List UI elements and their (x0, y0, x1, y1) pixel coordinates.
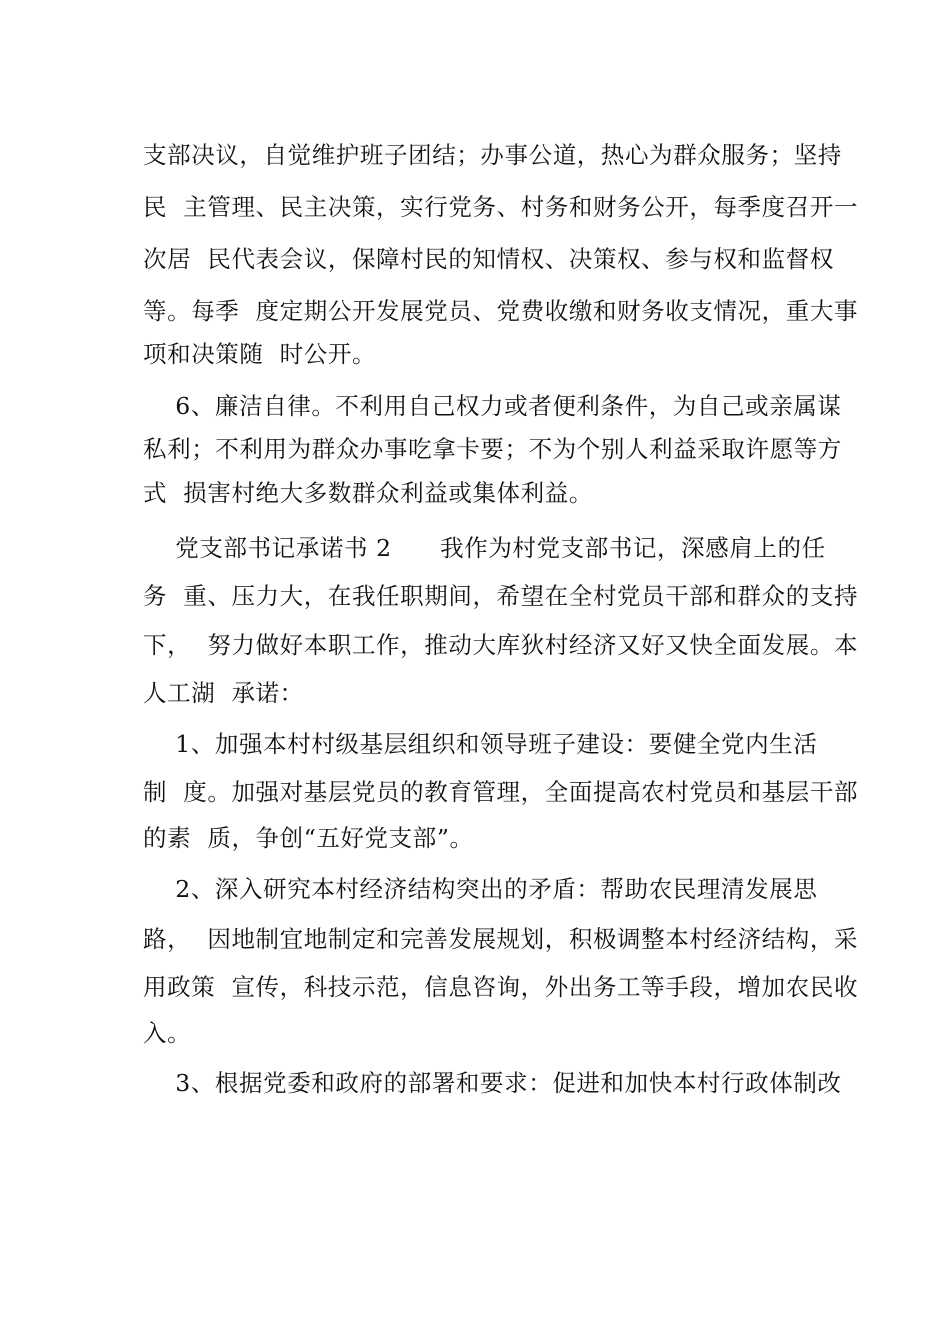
text-line: 次居 民代表会议，保障村民的知情权、决策权、参与权和监督权 (143, 245, 834, 273)
text-line: 入。 (143, 1019, 192, 1047)
text-line: 3、根据党委和政府的部署和要求：促进和加快本村行政体制改 (143, 1069, 842, 1097)
text-line: 项和决策随 时公开。 (143, 340, 377, 368)
text-line: 的素 质，争创“五好党支部”。 (143, 824, 474, 852)
text-line: 务 重、压力大，在我任职期间，希望在全村党员干部和群众的支持 (143, 582, 859, 610)
text-line: 民 主管理、民主决策，实行党务、村务和财务公开，每季度召开一 (143, 193, 859, 221)
text-line: 6、廉洁自律。不利用自己权力或者便利条件，为自己或亲属谋 (143, 392, 842, 420)
text-line: 1、加强本村村级基层组织和领导班子建设：要健全党内生活 (143, 730, 818, 758)
text-line: 党支部书记承诺书 2 我作为村党支部书记，深感肩上的任 (143, 534, 826, 562)
text-line: 路， 因地制宜地制定和完善发展规划，积极调整本村经济结构，采 (143, 925, 859, 953)
text-line: 人工湖 承诺： (143, 679, 304, 707)
text-line: 等。每季 度定期公开发展党员、党费收缴和财务收支情况，重大事 (143, 297, 859, 325)
text-line: 制 度。加强对基层党员的教育管理，全面提高农村党员和基层干部 (143, 778, 859, 806)
text-line: 支部决议，自觉维护班子团结；办事公道，热心为群众服务；坚持 (143, 141, 842, 169)
text-line: 私利；不利用为群众办事吃拿卡要；不为个别人利益采取许愿等方 (143, 435, 842, 463)
text-line: 2、深入研究本村经济结构突出的矛盾：帮助农民理清发展思 (143, 875, 818, 903)
text-line: 用政策 宣传，科技示范，信息咨询，外出务工等手段，增加农民收 (143, 973, 859, 1001)
text-line: 下， 努力做好本职工作，推动大库狄村经济又好又快全面发展。本 (143, 631, 859, 659)
text-line: 式 损害村绝大多数群众利益或集体利益。 (143, 479, 593, 507)
